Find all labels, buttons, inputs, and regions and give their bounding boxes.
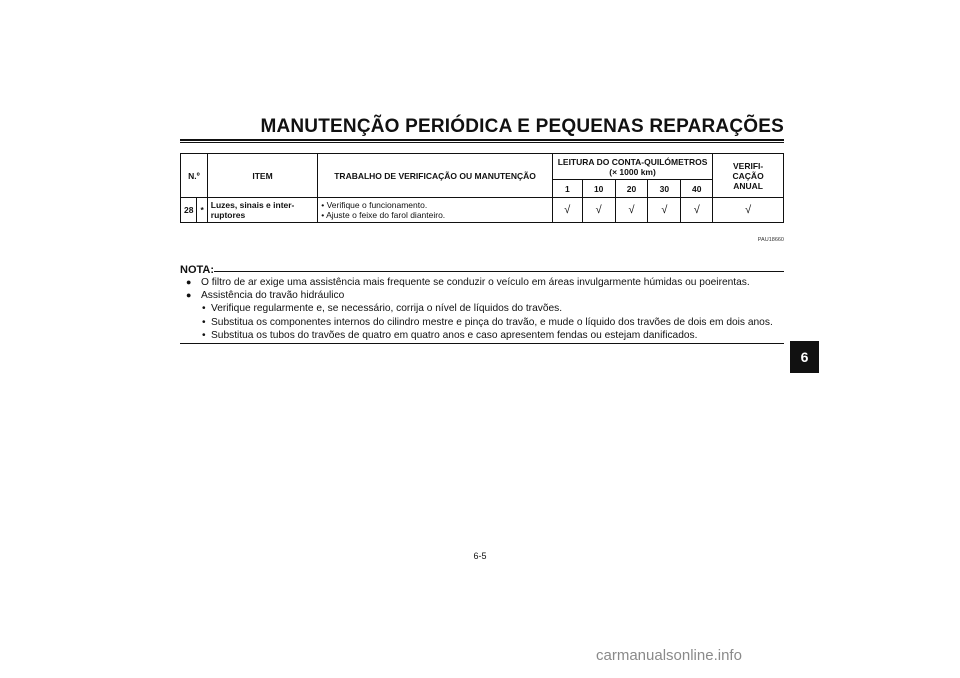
note-item-text: Assistência do travão hidráulico [201, 290, 345, 302]
row-asterisk: * [197, 198, 207, 223]
watermark: carmanualsonline.info [596, 647, 742, 664]
header-km-1: 1 [552, 180, 582, 198]
row-number: 28 [181, 198, 197, 223]
row-item [207, 198, 317, 223]
note-subitem [186, 302, 784, 315]
note-item [186, 289, 784, 302]
header-annual-line3: ANUAL [733, 180, 763, 191]
chapter-tab: 6 [790, 341, 819, 373]
dot-icon: • [202, 329, 206, 341]
dot-icon: • [202, 303, 206, 315]
bullet-icon: ● [186, 277, 192, 287]
header-item: ITEM [207, 154, 317, 198]
header-work: TRABALHO DE VERIFICAÇÃO OU MANUTENÇÃO [318, 154, 553, 198]
reference-code: PAU18660 [757, 237, 784, 243]
row-work-line: • Ajuste o feixe do farol dianteiro. [321, 210, 446, 220]
maintenance-table [180, 153, 784, 223]
note-bottom-rule [180, 343, 784, 344]
header-km-10: 10 [582, 180, 615, 198]
header-annual-line2: CAÇÃO [732, 170, 764, 181]
table-row [181, 198, 784, 223]
row-item-line2: ruptores [210, 210, 246, 220]
header-km-20: 20 [615, 180, 648, 198]
check-km-1: √ [552, 198, 582, 223]
row-item-line1: Luzes, sinais e inter- [210, 200, 295, 210]
header-annual-line1: VERIFI- [732, 160, 764, 171]
note-subitem [186, 329, 784, 342]
header-km-30: 30 [648, 180, 681, 198]
note-subitem-text: Verifique regularmente e, se necessário, corrija o nível de líquidos do travões. [211, 303, 563, 315]
header-km-40: 40 [681, 180, 713, 198]
row-work-text-1: Verifique o funcionamento. [326, 200, 428, 210]
row-work-text-2: Ajuste o feixe do farol dianteiro. [326, 210, 446, 220]
page-title: MANUTENÇÃO PERIÓDICA E PEQUENAS REPARAÇÕES [260, 116, 784, 137]
check-km-40: √ [681, 198, 713, 223]
header-odometer [552, 154, 712, 180]
note-label: NOTA: [180, 264, 215, 276]
header-annual [713, 154, 784, 198]
dot-icon: • [202, 316, 206, 328]
title-rule [180, 139, 784, 143]
page-number: 6-5 [473, 551, 487, 561]
check-annual: √ [713, 198, 784, 223]
note-item-text: O filtro de ar exige uma assistência mais frequente se conduzir o veículo em áreas invulgarmente húmidas ou poeirentas. [201, 277, 750, 288]
row-work-line: • Verifique o funcionamento. [321, 200, 428, 210]
bullet-icon: ● [186, 290, 192, 301]
note-subitem [186, 316, 784, 329]
header-no: N.º [181, 154, 208, 198]
row-work [318, 198, 553, 223]
note-body [186, 276, 784, 342]
header-odometer-line1: LEITURA DO CONTA-QUILÓMETROS [557, 156, 708, 167]
note-item [186, 276, 784, 289]
note-subitem-text: Substitua os tubos do travões de quatro em quatro anos e caso apresentem fendas ou estejam danificados. [211, 329, 698, 341]
check-km-10: √ [582, 198, 615, 223]
note-rule [214, 271, 784, 272]
check-km-20: √ [615, 198, 648, 223]
header-odometer-line2: (× 1000 km) [609, 166, 656, 177]
note-subitem-text: Substitua os componentes internos do cilindro mestre e pinça do travão, e mude o líquido dos travões de dois em dois anos. [211, 316, 773, 328]
check-km-30: √ [648, 198, 681, 223]
